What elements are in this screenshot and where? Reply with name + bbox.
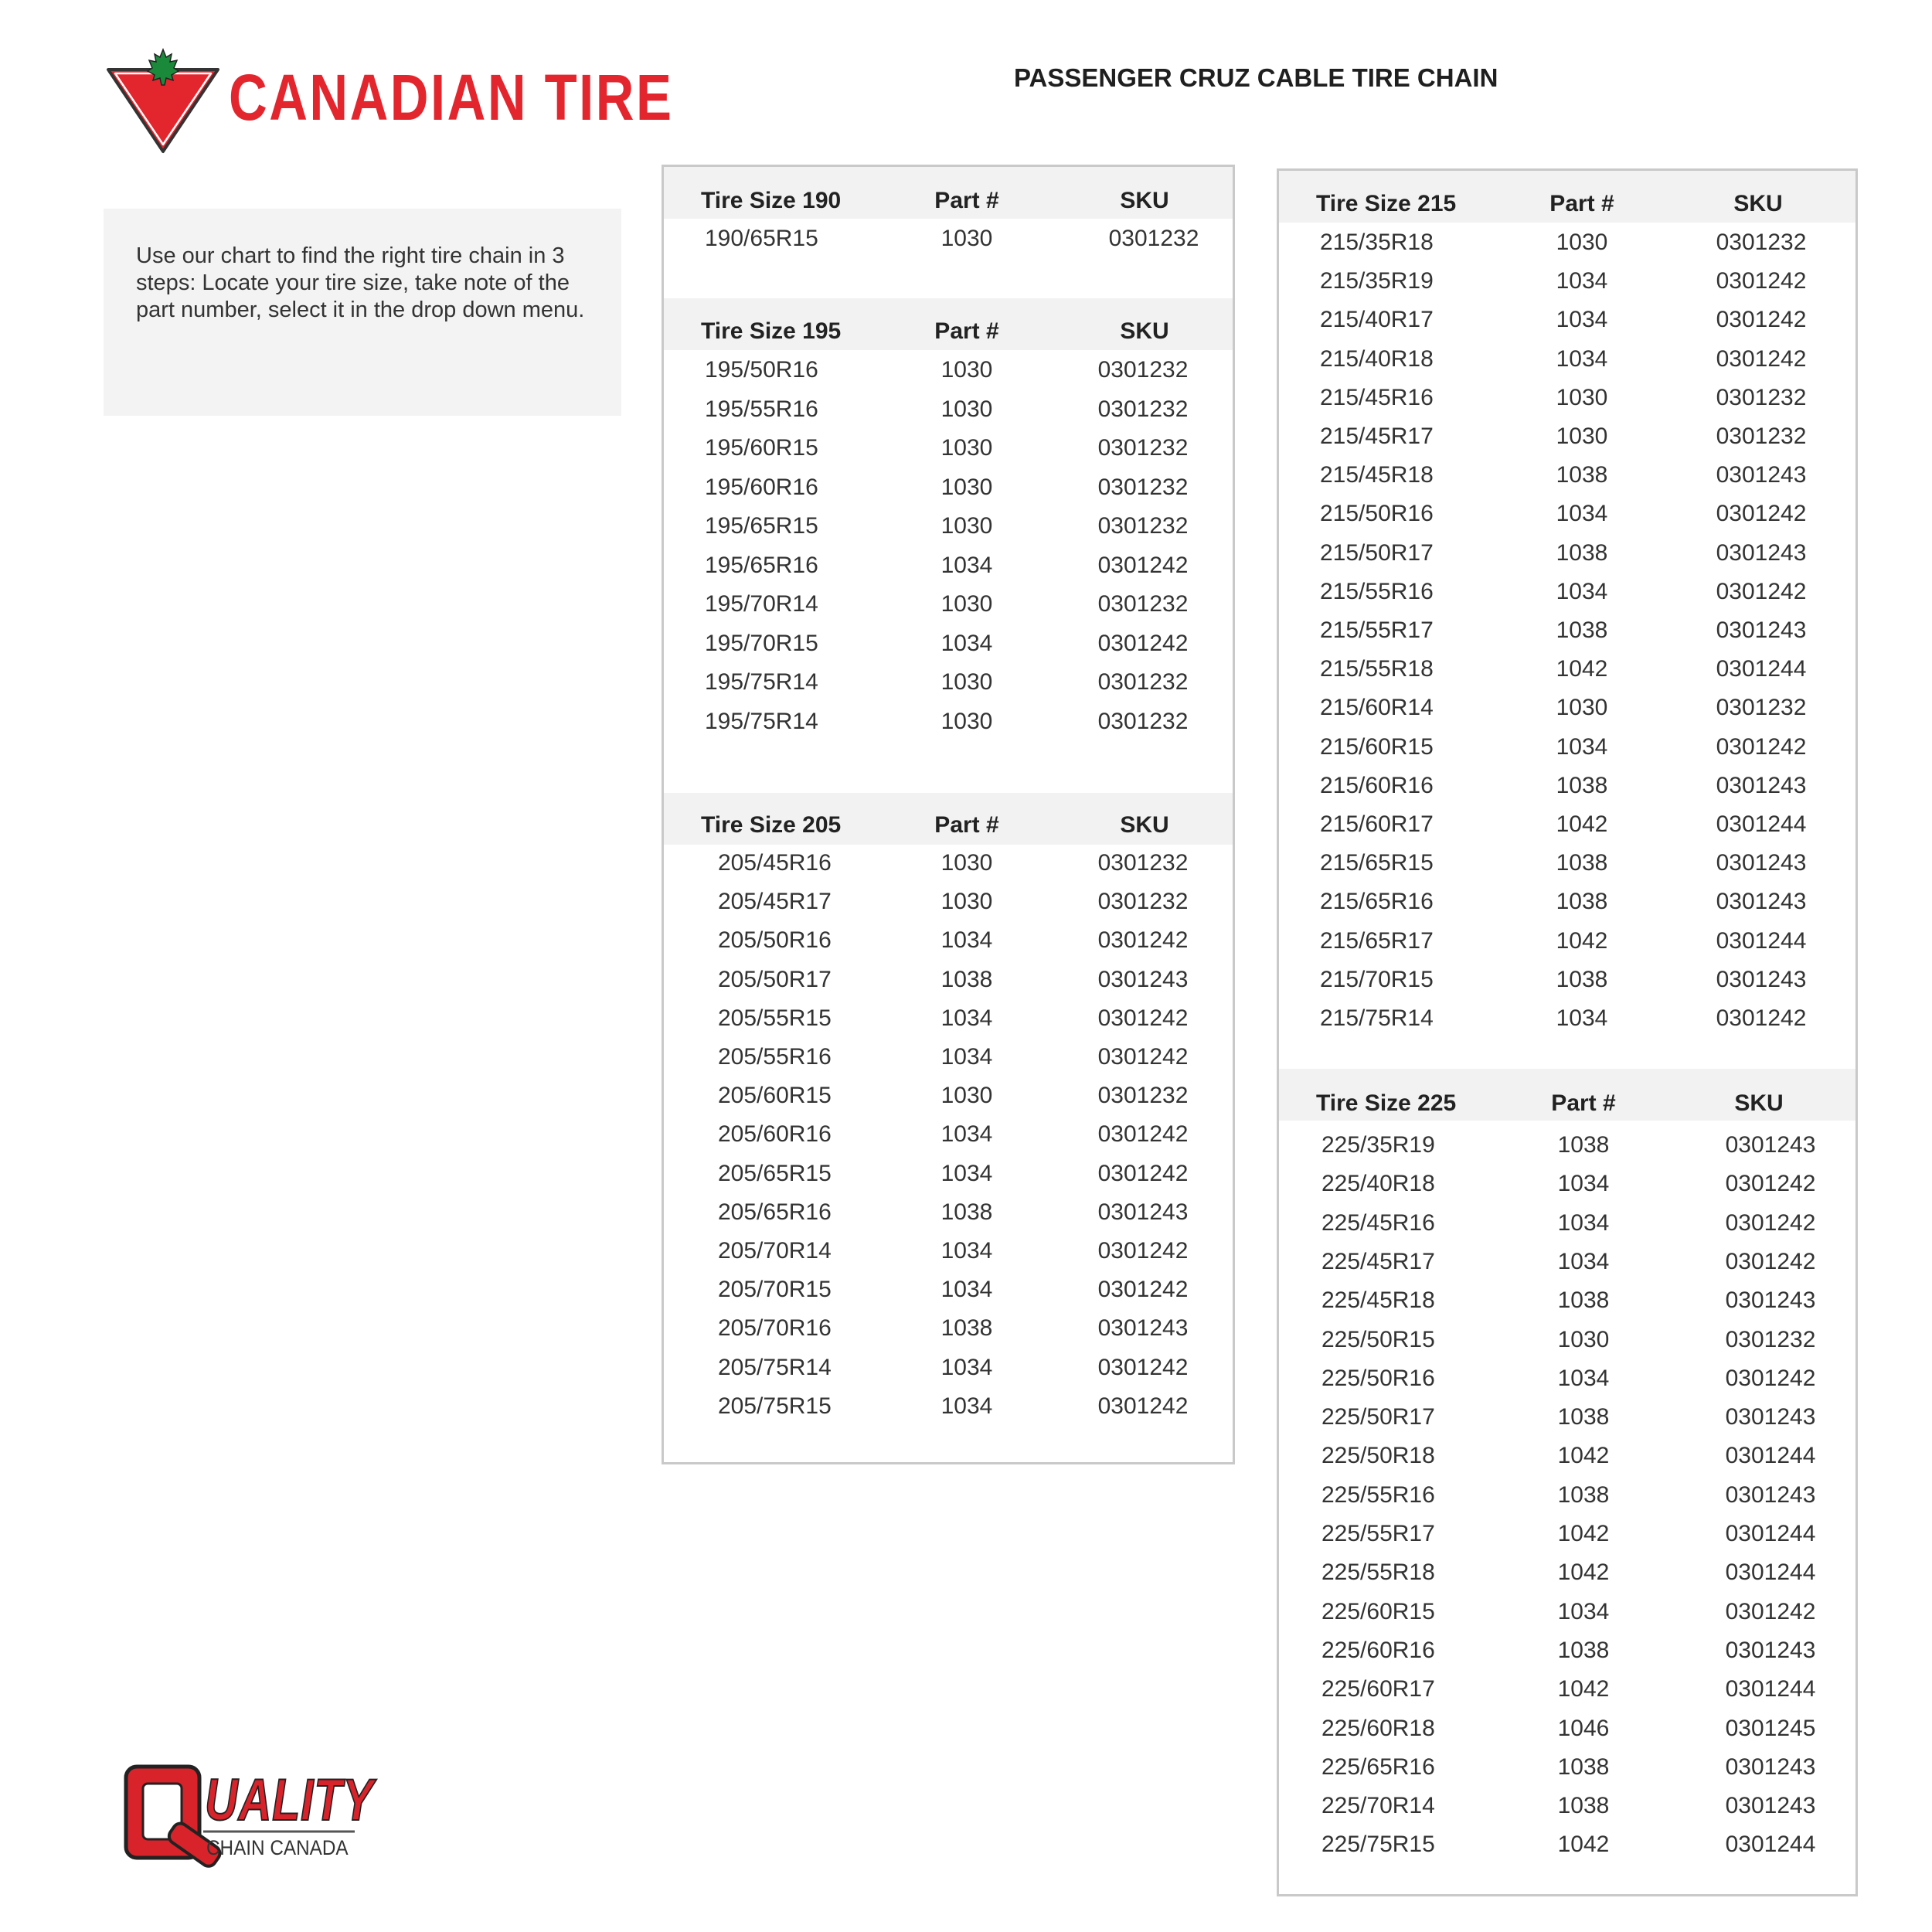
sku-cell: 0301242 — [1097, 1121, 1189, 1147]
part-number-cell: 1030 — [940, 889, 993, 914]
part-number-cell: 1042 — [1556, 811, 1608, 837]
part-number-cell: 1042 — [1557, 1676, 1610, 1702]
part-number-cell: 1042 — [1556, 656, 1608, 682]
canadian-tire-wordmark: CANADIAN TIRE — [229, 61, 674, 134]
sku-cell: 0301244 — [1725, 1560, 1816, 1585]
tire-size-cell: 215/60R15 — [1320, 734, 1434, 760]
sku-cell: 0301243 — [1716, 889, 1807, 914]
tire-size-cell: 225/60R16 — [1321, 1638, 1435, 1663]
tire-size-cell: 195/65R15 — [705, 513, 818, 539]
part-number-cell: 1030 — [940, 513, 993, 539]
tire-size-cell: 225/60R17 — [1321, 1676, 1435, 1702]
tire-size-cell: 205/75R15 — [718, 1393, 832, 1419]
part-number-cell: 1038 — [940, 1315, 993, 1341]
part-number-cell: 1034 — [1556, 579, 1608, 604]
part-number-cell: 1038 — [1557, 1754, 1610, 1780]
tire-size-cell: 195/50R16 — [705, 357, 818, 383]
part-number-heading: Part # — [934, 318, 999, 344]
tire-size-cell: 215/70R15 — [1320, 967, 1434, 992]
sku-cell: 0301232 — [1097, 669, 1189, 695]
sku-cell: 0301242 — [1716, 307, 1807, 332]
tire-size-cell: 225/45R17 — [1321, 1249, 1435, 1274]
part-number-cell: 1038 — [1557, 1287, 1610, 1313]
part-number-cell: 1034 — [1556, 734, 1608, 760]
part-number-cell: 1030 — [940, 669, 993, 695]
part-number-heading: Part # — [934, 188, 999, 213]
part-number-cell: 1042 — [1557, 1521, 1610, 1546]
part-number-cell: 1038 — [940, 967, 993, 992]
part-number-cell: 1030 — [1556, 230, 1608, 255]
canadian-tire-triangle-icon — [105, 48, 221, 156]
sku-cell: 0301244 — [1716, 928, 1807, 954]
sku-cell: 0301243 — [1725, 1482, 1816, 1508]
tire-size-cell: 215/60R14 — [1320, 695, 1434, 720]
instructions-box — [104, 209, 621, 416]
part-number-cell: 1038 — [1556, 967, 1608, 992]
tire-size-cell: 225/50R16 — [1321, 1366, 1435, 1391]
sku-cell: 0301242 — [1097, 1044, 1189, 1070]
part-number-cell: 1034 — [940, 1005, 993, 1031]
tire-size-cell: 225/45R16 — [1321, 1210, 1435, 1236]
tire-size-cell: 205/70R15 — [718, 1277, 832, 1302]
tire-size-cell: 225/50R17 — [1321, 1404, 1435, 1430]
sku-cell: 0301244 — [1716, 656, 1807, 682]
sku-cell: 0301232 — [1097, 591, 1189, 617]
tire-size-cell: 215/60R16 — [1320, 773, 1434, 798]
tire-size-cell: 215/75R14 — [1320, 1005, 1434, 1031]
part-number-cell: 1038 — [1557, 1404, 1610, 1430]
sku-heading: SKU — [1120, 812, 1169, 838]
sku-heading: SKU — [1120, 318, 1169, 344]
tire-size-cell: 215/45R17 — [1320, 423, 1434, 449]
part-number-cell: 1034 — [1557, 1249, 1610, 1274]
sku-cell: 0301243 — [1716, 967, 1807, 992]
sku-cell: 0301242 — [1716, 268, 1807, 294]
tire-size-cell: 215/45R18 — [1320, 462, 1434, 488]
tire-size-cell: 215/55R18 — [1320, 656, 1434, 682]
part-number-cell: 1034 — [940, 1393, 993, 1419]
part-number-cell: 1038 — [1556, 889, 1608, 914]
tire-size-cell: 215/50R16 — [1320, 501, 1434, 526]
part-number-cell: 1034 — [1556, 501, 1608, 526]
tire-size-cell: 225/75R15 — [1321, 1832, 1435, 1857]
part-number-cell: 1042 — [1556, 928, 1608, 954]
sku-cell: 0301242 — [1097, 631, 1189, 656]
tire-size-cell: 215/35R19 — [1320, 268, 1434, 294]
sku-cell: 0301232 — [1716, 695, 1807, 720]
part-number-cell: 1030 — [940, 591, 993, 617]
tire-size-cell: 225/50R15 — [1321, 1327, 1435, 1352]
sku-cell: 0301232 — [1097, 709, 1189, 734]
part-number-cell: 1034 — [940, 553, 993, 578]
sku-cell: 0301243 — [1716, 617, 1807, 643]
tire-size-cell: 195/55R16 — [705, 396, 818, 422]
part-number-cell: 1038 — [1556, 850, 1608, 876]
part-number-cell: 1030 — [940, 435, 993, 461]
sku-cell: 0301242 — [1097, 1161, 1189, 1186]
part-number-heading: Part # — [934, 812, 999, 838]
tire-size-cell: 195/70R15 — [705, 631, 818, 656]
tire-size-cell: 205/50R17 — [718, 967, 832, 992]
tire-size-cell: 215/50R17 — [1320, 540, 1434, 566]
part-number-cell: 1038 — [1557, 1793, 1610, 1818]
part-number-cell: 1034 — [940, 927, 993, 953]
sku-cell: 0301232 — [1716, 423, 1807, 449]
part-number-cell: 1030 — [940, 474, 993, 500]
sku-cell: 0301243 — [1097, 1315, 1189, 1341]
part-number-cell: 1034 — [940, 631, 993, 656]
page-title: PASSENGER CRUZ CABLE TIRE CHAIN — [1014, 63, 1498, 92]
tire-size-cell: 205/70R14 — [718, 1238, 832, 1264]
part-number-cell: 1034 — [940, 1238, 993, 1264]
tire-size-cell: 225/45R18 — [1321, 1287, 1435, 1313]
part-number-cell: 1034 — [940, 1277, 993, 1302]
part-number-cell: 1034 — [940, 1121, 993, 1147]
tire-size-cell: 205/55R16 — [718, 1044, 832, 1070]
sku-cell: 0301245 — [1725, 1716, 1816, 1741]
sku-heading: SKU — [1120, 188, 1169, 213]
part-number-cell: 1034 — [1556, 1005, 1608, 1031]
part-number-cell: 1042 — [1557, 1832, 1610, 1857]
sku-cell: 0301232 — [1097, 1083, 1189, 1108]
part-number-cell: 1034 — [1556, 307, 1608, 332]
part-number-cell: 1038 — [1557, 1482, 1610, 1508]
chain-canada-text: CHAIN CANADA — [206, 1836, 349, 1859]
part-number-cell: 1038 — [940, 1199, 993, 1225]
sku-heading: SKU — [1733, 191, 1783, 216]
sku-cell: 0301232 — [1097, 435, 1189, 461]
part-number-cell: 1030 — [940, 357, 993, 383]
sku-cell: 0301242 — [1716, 1005, 1807, 1031]
sku-cell: 0301242 — [1097, 927, 1189, 953]
sku-cell: 0301243 — [1725, 1754, 1816, 1780]
sku-cell: 0301242 — [1725, 1249, 1816, 1274]
sku-cell: 0301243 — [1725, 1287, 1816, 1313]
sku-cell: 0301232 — [1725, 1327, 1816, 1352]
quality-wordmark: UALITY — [205, 1767, 374, 1833]
sku-heading: SKU — [1734, 1090, 1784, 1116]
sku-cell: 0301242 — [1097, 1355, 1189, 1380]
tire-size-cell: 215/45R16 — [1320, 385, 1434, 410]
part-number-cell: 1046 — [1557, 1716, 1610, 1741]
part-number-cell: 1030 — [1556, 385, 1608, 410]
sku-cell: 0301232 — [1097, 850, 1189, 876]
tire-size-cell: 205/55R15 — [718, 1005, 832, 1031]
tire-size-cell: 195/75R14 — [705, 709, 818, 734]
sku-cell: 0301242 — [1097, 1393, 1189, 1419]
sku-cell: 0301242 — [1097, 1005, 1189, 1031]
tire-size-heading: Tire Size 195 — [701, 318, 842, 344]
sku-cell: 0301243 — [1716, 462, 1807, 488]
sku-cell: 0301242 — [1725, 1366, 1816, 1391]
part-number-cell: 1038 — [1557, 1638, 1610, 1663]
tire-size-cell: 225/55R16 — [1321, 1482, 1435, 1508]
sku-cell: 0301232 — [1716, 230, 1807, 255]
sku-cell: 0301242 — [1097, 1277, 1189, 1302]
part-number-cell: 1042 — [1557, 1443, 1610, 1468]
tire-size-cell: 215/55R16 — [1320, 579, 1434, 604]
sku-cell: 0301244 — [1716, 811, 1807, 837]
tire-size-cell: 225/55R17 — [1321, 1521, 1435, 1546]
tire-size-cell: 205/70R16 — [718, 1315, 832, 1341]
tire-size-cell: 195/60R15 — [705, 435, 818, 461]
part-number-heading: Part # — [1549, 191, 1614, 216]
sku-cell: 0301244 — [1725, 1521, 1816, 1546]
tire-size-cell: 195/65R16 — [705, 553, 818, 578]
sku-cell: 0301243 — [1725, 1793, 1816, 1818]
part-number-cell: 1034 — [1557, 1599, 1610, 1624]
tire-size-cell: 205/75R14 — [718, 1355, 832, 1380]
sku-cell: 0301244 — [1725, 1676, 1816, 1702]
tire-size-cell: 205/45R17 — [718, 889, 832, 914]
tire-size-cell: 225/35R19 — [1321, 1132, 1435, 1158]
tire-size-cell: 225/50R18 — [1321, 1443, 1435, 1468]
canadian-tire-logo — [105, 48, 674, 156]
sku-cell: 0301243 — [1716, 773, 1807, 798]
part-number-cell: 1030 — [940, 396, 993, 422]
tire-size-cell: 205/65R16 — [718, 1199, 832, 1225]
tire-size-heading: Tire Size 190 — [701, 188, 842, 213]
sku-cell: 0301232 — [1097, 513, 1189, 539]
tire-size-cell: 225/60R18 — [1321, 1716, 1435, 1741]
part-number-cell: 1038 — [1557, 1132, 1610, 1158]
part-number-cell: 1030 — [940, 1083, 993, 1108]
tire-size-cell: 215/65R15 — [1320, 850, 1434, 876]
size-chart-table-right — [1277, 168, 1858, 1896]
sku-cell: 0301242 — [1725, 1599, 1816, 1624]
sku-cell: 0301243 — [1097, 967, 1189, 992]
part-number-cell: 1034 — [1557, 1366, 1610, 1391]
sku-cell: 0301243 — [1097, 1199, 1189, 1225]
tire-size-heading: Tire Size 205 — [701, 812, 842, 838]
sku-cell: 0301232 — [1108, 226, 1199, 251]
part-number-cell: 1038 — [1556, 617, 1608, 643]
part-number-cell: 1030 — [940, 709, 993, 734]
part-number-cell: 1030 — [1556, 695, 1608, 720]
tire-size-cell: 205/50R16 — [718, 927, 832, 953]
sku-cell: 0301244 — [1725, 1832, 1816, 1857]
tire-size-cell: 205/45R16 — [718, 850, 832, 876]
tire-size-cell: 225/65R16 — [1321, 1754, 1435, 1780]
part-number-cell: 1030 — [1557, 1327, 1610, 1352]
sku-cell: 0301232 — [1097, 889, 1189, 914]
sku-cell: 0301242 — [1716, 579, 1807, 604]
part-number-cell: 1030 — [940, 226, 993, 251]
part-number-cell: 1038 — [1556, 540, 1608, 566]
part-number-cell: 1034 — [1557, 1171, 1610, 1196]
part-number-cell: 1034 — [1556, 268, 1608, 294]
tire-size-heading: Tire Size 225 — [1316, 1090, 1457, 1116]
tire-size-cell: 205/60R16 — [718, 1121, 832, 1147]
sku-cell: 0301242 — [1725, 1210, 1816, 1236]
sku-cell: 0301242 — [1716, 346, 1807, 372]
sku-cell: 0301243 — [1716, 850, 1807, 876]
tire-size-heading: Tire Size 215 — [1316, 191, 1457, 216]
tire-size-cell: 195/60R16 — [705, 474, 818, 500]
instructions-text: Use our chart to find the right tire chain in 3 steps: Locate your tire size, take note of the part number, select it in the drop down menu. — [136, 243, 585, 322]
sku-cell: 0301244 — [1725, 1443, 1816, 1468]
quality-chain-canada-logo — [120, 1759, 374, 1875]
tire-size-cell: 190/65R15 — [705, 226, 818, 251]
sku-cell: 0301242 — [1725, 1171, 1816, 1196]
part-number-cell: 1034 — [940, 1161, 993, 1186]
tire-size-cell: 215/35R18 — [1320, 230, 1434, 255]
tire-size-cell: 215/60R17 — [1320, 811, 1434, 837]
sku-cell: 0301243 — [1725, 1638, 1816, 1663]
part-number-cell: 1034 — [940, 1044, 993, 1070]
tire-size-cell: 225/70R14 — [1321, 1793, 1435, 1818]
sku-cell: 0301243 — [1716, 540, 1807, 566]
tire-size-cell: 215/65R17 — [1320, 928, 1434, 954]
part-number-cell: 1042 — [1557, 1560, 1610, 1585]
tire-size-cell: 225/60R15 — [1321, 1599, 1435, 1624]
sku-cell: 0301232 — [1716, 385, 1807, 410]
tire-size-cell: 225/40R18 — [1321, 1171, 1435, 1196]
tire-size-cell: 215/65R16 — [1320, 889, 1434, 914]
tire-size-cell: 215/55R17 — [1320, 617, 1434, 643]
part-number-cell: 1034 — [1556, 346, 1608, 372]
tire-size-cell: 215/40R17 — [1320, 307, 1434, 332]
sku-cell: 0301232 — [1097, 474, 1189, 500]
sku-cell: 0301242 — [1097, 553, 1189, 578]
tire-size-cell: 195/75R14 — [705, 669, 818, 695]
tire-size-cell: 215/40R18 — [1320, 346, 1434, 372]
tire-size-cell: 195/70R14 — [705, 591, 818, 617]
tire-size-cell: 205/65R15 — [718, 1161, 832, 1186]
part-number-cell: 1034 — [1557, 1210, 1610, 1236]
sku-cell: 0301242 — [1716, 501, 1807, 526]
part-number-cell: 1034 — [940, 1355, 993, 1380]
tire-size-cell: 225/55R18 — [1321, 1560, 1435, 1585]
sku-cell: 0301242 — [1716, 734, 1807, 760]
part-number-heading: Part # — [1551, 1090, 1616, 1116]
sku-cell: 0301242 — [1097, 1238, 1189, 1264]
part-number-cell: 1038 — [1556, 773, 1608, 798]
part-number-cell: 1030 — [1556, 423, 1608, 449]
sku-cell: 0301243 — [1725, 1132, 1816, 1158]
size-chart-table-left — [662, 165, 1235, 1464]
sku-cell: 0301232 — [1097, 357, 1189, 383]
part-number-cell: 1038 — [1556, 462, 1608, 488]
sku-cell: 0301243 — [1725, 1404, 1816, 1430]
tire-size-cell: 205/60R15 — [718, 1083, 832, 1108]
sku-cell: 0301232 — [1097, 396, 1189, 422]
part-number-cell: 1030 — [940, 850, 993, 876]
